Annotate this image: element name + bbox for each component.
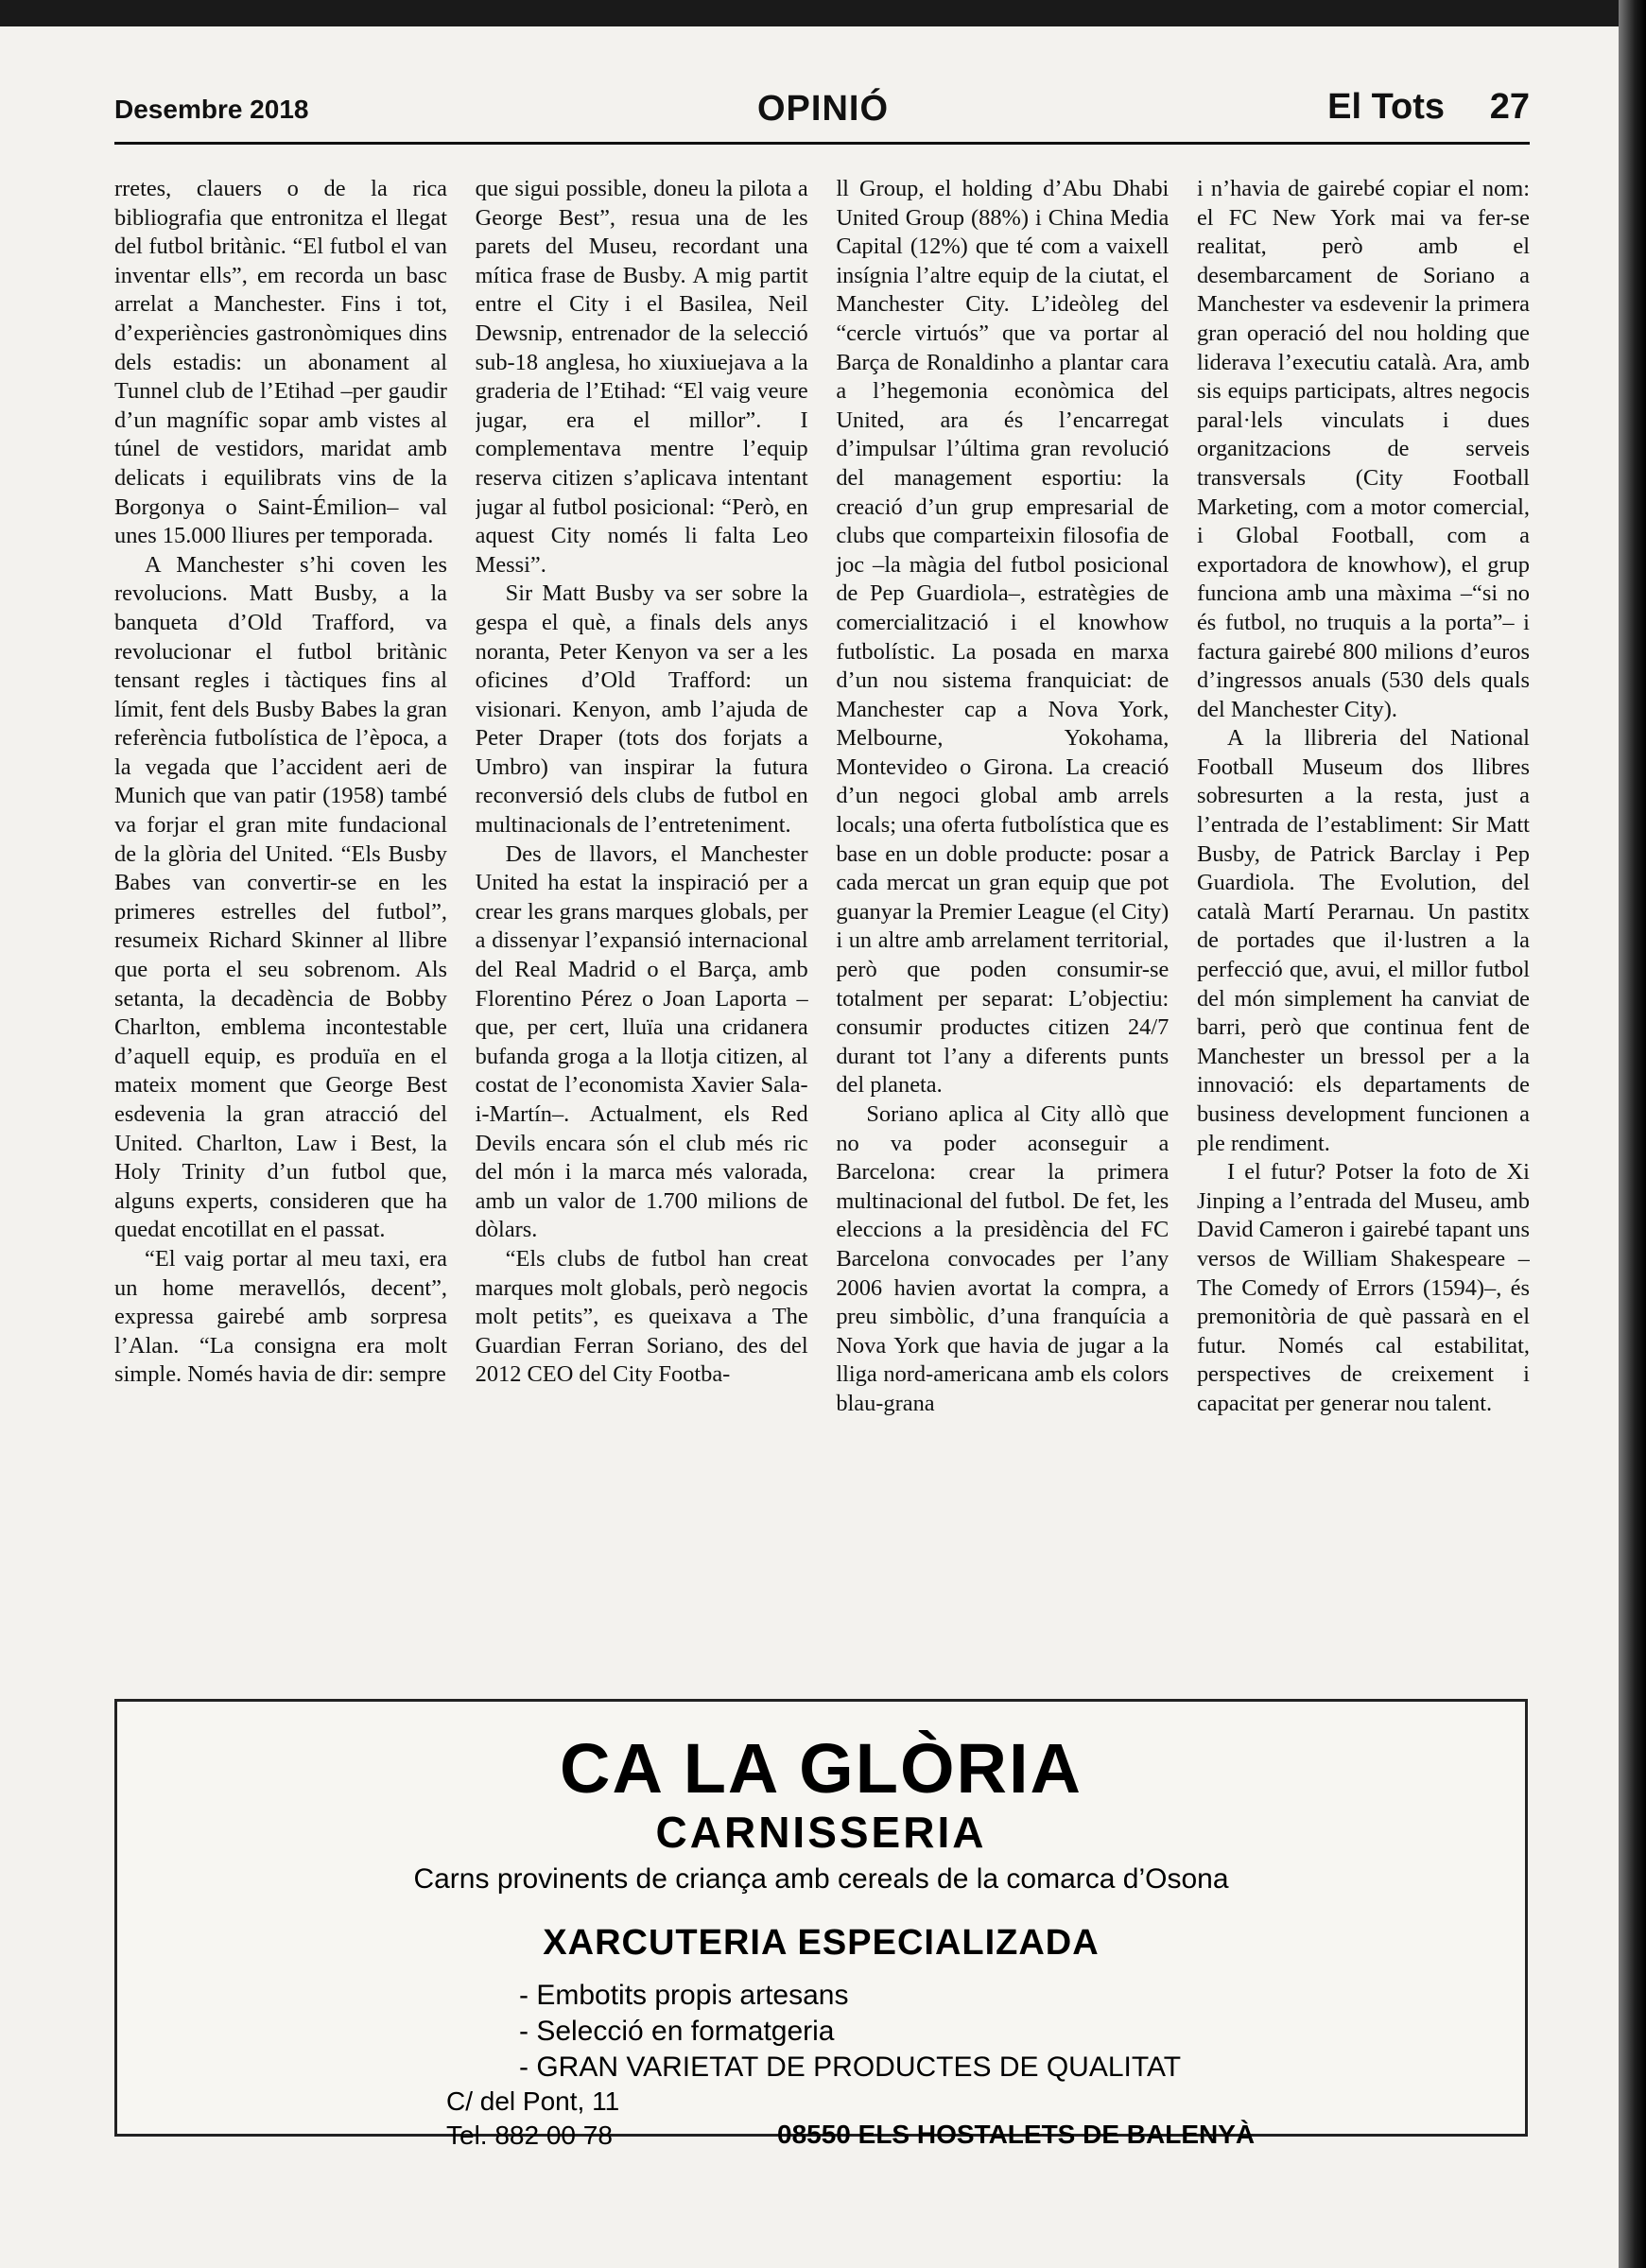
paragraph: rretes, clauers o de la rica bibliografia que entronitza el llegat del futbol britànic. “El futbol el van inventar ells”, em recorda un basc arrelat a Manchester. Fins i tot, d’experiències gastronòmiques dins dels estadis: un abonament al Tunnel club de l’Etihad –per gaudir d’un magnífic sopar amb vistes al túnel de vestidors, maridat amb delicats i equilibrats vins de la Borgonya o Saint-Émilion– val unes 15.000 lliures per temporada.: [114, 176, 447, 549]
paragraph: I el futur? Potser la foto de Xi Jinping a l’entrada del Museu, amb David Cameron i gairebé tapant uns versos de William Shakespeare –The Comedy of Errors (1594)–, és premonitòria de què passarà en el futur. Només cal estabilitat, perspectives de creixement i capacitat per generar nou talent.: [1196, 1159, 1530, 1416]
ad-phone: Tel. 882 00 78: [446, 2121, 613, 2150]
ad-town: 08550 ELS HOSTALETS DE BALENYÀ: [777, 2120, 1256, 2149]
article-column-4: [1197, 175, 1530, 1636]
ad-tagline: Carns provinents de criança amb cereals de la comarca d’Osona: [413, 1863, 1229, 1895]
ad-product-list: [519, 1978, 1181, 2086]
butcher-advertisement: [114, 1699, 1528, 2150]
list-item: - Embotits propis artesans: [519, 1980, 849, 2011]
paragraph: “El vaig portar al meu taxi, era un home meravellós, decent”, expressa gairebé amb sorpresa l’Alan. “La consigna era molt simple. Només havia de dir: sempre: [114, 1245, 447, 1388]
ad-address: C/ del Pont, 11: [446, 2086, 620, 2116]
paragraph: A Manchester s’hi coven les revolucions. Matt Busby, a la banqueta d’Old Trafford, va revolucionar el futbol britànic tensant regles i tàctiques fins al límit, fent dels Busby Babes la gran referència futbolística de l’època, a la vegada que l’accident aeri de Munich que van patir (1958) també va forjar el gran mite fundacional de la glòria del United. “Els Busby Babes van convertir-se en les primeres estrelles del futbol”, resumeix Richard Skinner al llibre que porta el seu sobrenom. Als setanta, la decadència de Bobby Charlton, emblema incontestable d’aquell equip, es produïa en el mateix moment que George Best esdevenia la gran atracció del United. Charlton, Law i Best, la Holy Trinity d’un futbol que, alguns experts, consideren que ha quedat encotillat en el passat.: [114, 551, 447, 1243]
binding-edge: [1619, 0, 1646, 2268]
paragraph: Des de llavors, el Manchester United ha estat la inspiració per a crear les grans marques globals, per a dissenyar l’expansió internacional del Real Madrid o el Barça, amb Florentino Pérez o Joan Laporta –que, per cert, lluïa una cridanera bufanda groga a la llotja citizen, al costat de l’economista Xavier Sala-i-Martín–. Actualment, els Red Devils encara són el club més ric del món i la marca més valorada, amb un valor de 1.700 milions de dòlars.: [475, 840, 808, 1243]
page-header: [114, 68, 1530, 145]
page-number: 27: [1489, 87, 1530, 127]
paragraph: ll Group, el holding d’Abu Dhabi United Group (88%) i China Media Capital (12%) que té com a vaixell insígnia l’altre equip de la ciutat, el Manchester City. L’ideòleg del “cercle virtuós” que va portar al Barça de Ronaldinho a plantar cara a l’hegemonia econòmica del United, ara és l’encarregat d’impulsar l’última gran revolució del management esportiu: la creació d’un grup empresarial de clubs que comparteixin filosofia de joc –la màgia del futbol posicional de Pep Guardiola–, estratègies de comercialització i el knowhow futbolístic. La posada en marxa d’un nou sistema franquiciat: de Manchester cap a Nova York, Melbourne, Yokohama, Montevideo o Girona. La creació d’un negoci global amb arrels locals; una oferta futbolística que es base en un doble producte: posar a cada mercat un gran equip que pot guanyar la Premier League (el City) i un altre amb arrelament territorial, però que poden consumir-se totalment per separat: L’objectiu: consumir productes citizen 24/7 durant tot l’any a diferents punts del planeta.: [836, 176, 1170, 1099]
ad-specialty: XARCUTERIA ESPECIALIZADA: [543, 1923, 1100, 1963]
list-item: - Selecció en formatgeria: [519, 2016, 835, 2047]
ad-business-name: CA LA GLÒRIA: [560, 1729, 1083, 1808]
section-title: OPINIÓ: [757, 89, 890, 129]
paragraph: Sir Matt Busby va ser sobre la gespa el què, a finals dels anys noranta, Peter Kenyon va ser a les oficines d’Old Trafford: un visionari. Kenyon, amb l’ajuda de Peter Draper (tots dos forjats a Umbro) van inspirar la futura reconversió dels clubs de futbol en multinacionals de l’entreteniment.: [475, 580, 808, 839]
article-column-2: [476, 175, 808, 1636]
paragraph: “Els clubs de futbol han creat marques molt globals, però negocis molt petits”, es queixava a The Guardian Ferran Soriano, des del 2012 CEO del City Footba-: [475, 1245, 808, 1388]
paragraph: i n’havia de gairebé copiar el nom: el FC New York mai va fer-se realitat, però amb el desembarcament de Soriano a Manchester va esdevenir la primera gran operació del nou holding que liderava l’executiu català. Ara, amb sis equips participats, altres negocis paral·lels vinculats i dues organitzacions de serveis transversals (City Football Marketing, com a motor comercial, i Global Football, com a exportadora de knowhow), el grup funciona amb una màxima –“si no és futbol, no truquis a la porta”– i factura gairebé 800 milions d’euros d’ingressos anuals (530 dels quals del Manchester City).: [1196, 176, 1530, 722]
article-column-1: [114, 175, 447, 1636]
ad-business-type: CARNISSERIA: [655, 1808, 987, 1857]
article-body: [114, 175, 1530, 1636]
list-item: - GRAN VARIETAT DE PRODUCTES DE QUALITAT: [519, 2052, 1182, 2083]
publication-name: El Tots: [1327, 87, 1445, 127]
ad-contact: [446, 2085, 619, 2153]
paragraph: Soriano aplica al City allò que no va poder aconseguir a Barcelona: crear la primera multinacional del futbol. De fet, les eleccions a la presidència del FC Barcelona convocades per l’any 2006 havien avortat la compra, a preu simbòlic, d’una franquícia a Nova York que havia de jugar a la lliga nord-americana amb els colors blau-grana: [836, 1101, 1170, 1416]
paragraph: que sigui possible, doneu la pilota a George Best”, resua una de les parets del Museu, recordant una mítica frase de Busby. A mig partit entre el City i el Basilea, Neil Dewsnip, entrenador de la selecció sub-18 anglesa, ho xiuxiuejava a la graderia de l’Etihad: “El vaig veure jugar, era el millor”. I complementava mentre l’equip reserva citizen s’aplicava intentant jugar al futbol posicional: “Però, en aquest City només li falta Leo Messi”.: [475, 176, 808, 578]
issue-date: Desembre 2018: [114, 95, 309, 124]
article-column-3: [836, 175, 1169, 1636]
paragraph: A la llibreria del National Football Museum dos llibres sobresurten a la resta, just a l’entrada de l’establiment: Sir Matt Busby, de Patrick Barclay i Pep Guardiola. The Evolution, del català Martí Perarnau. Un pastitx de portades que il·lustren a la perfecció que, avui, el millor futbol del món simplement ha canviat de barri, però que continua fent de Manchester un bressol per a la innovació: els departaments de business development funcionen a ple rendiment.: [1196, 725, 1530, 1156]
